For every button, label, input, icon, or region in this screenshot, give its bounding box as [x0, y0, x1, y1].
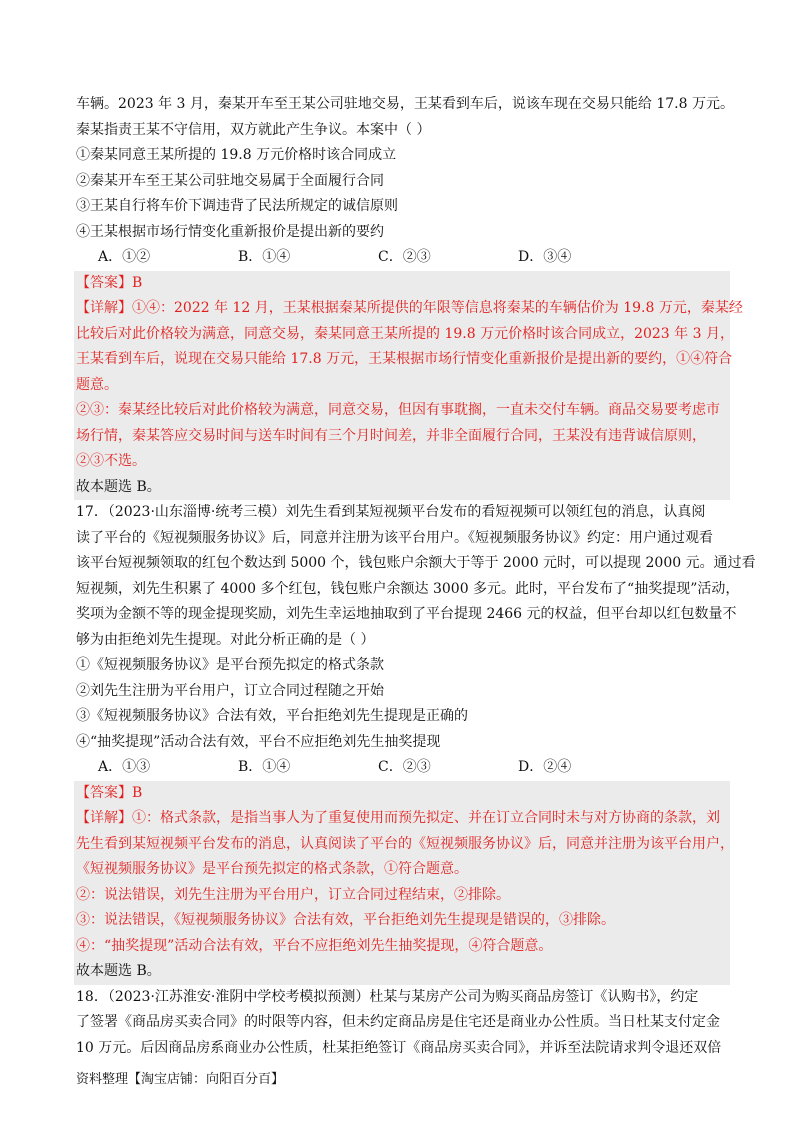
- statement-line: ①《短视频服务协议》是平台预先拟定的格式条款: [76, 657, 384, 673]
- statement-line: ②刘先生注册为平台用户，订立合同过程随之开始: [76, 682, 384, 699]
- answer-label: 【答案】B: [76, 784, 143, 801]
- option-c: C．②③: [378, 759, 431, 775]
- statement-line: ①秦某同意王某所提的 19.8 万元价格时该合同成立: [76, 147, 397, 163]
- question-text-line: 读了平台的《短视频服务协议》后，同意并注册为该平台用户。《短视频服务协议》约定：用户通过观看: [76, 529, 713, 546]
- explanation-line: 题意。: [76, 376, 118, 393]
- explanation-line: 王某看到车后，说现在交易只能给 17.8 万元，王某根据市场行情变化重新报价是提出新的要约，①④符合: [76, 351, 733, 367]
- question-text-line: 够为由拒绝刘先生提现。对此分析正确的是（ ）: [76, 631, 375, 648]
- option-a: A．①②: [98, 249, 151, 265]
- question-16: [76, 92, 743, 500]
- explanation-line: 先生看到某短视频平台发布的消息，认真阅读了平台的《短视频服务协议》后，同意并注册为该平台用户，: [76, 835, 734, 852]
- question-text-line: 短视频，刘先生积累了 4000 多个红包，钱包账户余额达 3000 多元。此时，平台发布了“抽奖提现”活动，: [76, 580, 740, 597]
- question-17: [76, 500, 756, 985]
- option-b: B．①④: [238, 249, 291, 265]
- question-text-line: 了签署《商品房买卖合同》的时限等内容，但未约定商品房是住宅还是商业办公性质。当日杜某支付定金: [76, 1014, 720, 1030]
- explanation-line: 《短视频服务协议》是平台预先拟定的格式条款，①符合题意。: [76, 861, 468, 877]
- option-a: A．①③: [98, 759, 151, 775]
- option-d: D．②④: [518, 759, 572, 775]
- question-text-line: 10 万元。后因商品房系商业办公性质，杜某拒绝签订《商品房买卖合同》，并诉至法院请求判令退还双倍: [76, 1039, 722, 1056]
- question-text-line: 18．（2023·江苏淮安·淮阴中学校考模拟预测）杜某与某房产公司为购买商品房签订《认购书》，约定: [76, 988, 699, 1005]
- statement-line: ④王某根据市场行情变化重新报价是提出新的要约: [76, 223, 384, 240]
- question-text-line: 奖项为金额不等的现金提现奖励，刘先生幸运地抽取到了平台提现 2466 元的权益，但平台却以红包数量不: [76, 606, 737, 622]
- answer-options: [76, 755, 726, 781]
- explanation-line: ②：说法错误，刘先生注册为平台用户，订立合同过程结束，②排除。: [76, 886, 510, 903]
- question-18: [76, 985, 726, 1062]
- explanation-line: 【详解】①：格式条款，是指当事人为了重复使用而预先拟定、并在订立合同时未与对方协商的条款，刘: [76, 810, 720, 826]
- explanation-line: ②③：秦某经比较后对此价格较为满意，同意交易，但因有事耽搁，一直未交付车辆。商品交易要考虑市: [76, 402, 720, 418]
- explanation-line: 比较后对此价格较为满意，同意交易，秦某同意王某所提的 19.8 万元价格时该合同成立，2023 年 3 月，: [76, 325, 734, 342]
- question-text-line: 17．（2023·山东淄博·统考三模）刘先生看到某短视频平台发布的看短视频可以领红包的消息，认真阅: [76, 504, 706, 520]
- explanation-line: ③：说法错误，《短视频服务协议》合法有效，平台拒绝刘先生提现是错误的，③排除。: [76, 912, 615, 928]
- option-b: B．①④: [238, 759, 291, 775]
- answer-label: 【答案】B: [76, 274, 143, 291]
- statement-line: ③《短视频服务协议》合法有效，平台拒绝刘先生提现是正确的: [76, 708, 468, 724]
- statement-line: ②秦某开车至王某公司驻地交易属于全面履行合同: [76, 172, 384, 189]
- answer-options: [76, 245, 726, 271]
- question-text-line: 秦某指责王某不守信用，双方就此产生争议。本案中（ ）: [76, 121, 431, 138]
- conclusion-line: 故本题选 B。: [76, 478, 161, 495]
- question-text-line: 车辆。2023 年 3 月，秦某开车至王某公司驻地交易，王某看到车后，说该车现在交易只能给 17.8 万元。: [76, 96, 734, 112]
- statement-line: ④“抽奖提现”活动合法有效，平台不应拒绝刘先生抽奖提现: [76, 733, 441, 750]
- statement-line: ③王某自行将车价下调违背了民法所规定的诚信原则: [76, 198, 398, 214]
- answer-explanation-block: [74, 781, 734, 985]
- explanation-line: ②③不选。: [76, 453, 146, 469]
- explanation-line: ④：“抽奖提现”活动合法有效，平台不应拒绝刘先生抽奖提现，④符合题意。: [76, 937, 553, 954]
- explanation-line: 【详解】①④：2022 年 12 月，王某根据秦某所提供的年限等信息将秦某的车辆估价为 19.8 万元，秦某经: [76, 300, 743, 316]
- answer-explanation-block: [74, 271, 743, 501]
- conclusion-line: 故本题选 B。: [76, 963, 161, 979]
- option-d: D．③④: [518, 249, 572, 265]
- document-page: [76, 92, 756, 1061]
- explanation-line: 场行情，秦某答应交易时间与送车时间有三个月时间差，并非全面履行合同，王某没有违背诚信原则，: [76, 427, 706, 444]
- question-text-line: 该平台短视频领取的红包个数达到 5000 个，钱包账户余额大于等于 2000 元时，可以提现 2000 元。通过看: [76, 555, 756, 571]
- page-footer: 资料整理【淘宝店铺：向阳百分百】: [76, 1072, 285, 1087]
- option-c: C．②③: [378, 249, 431, 265]
